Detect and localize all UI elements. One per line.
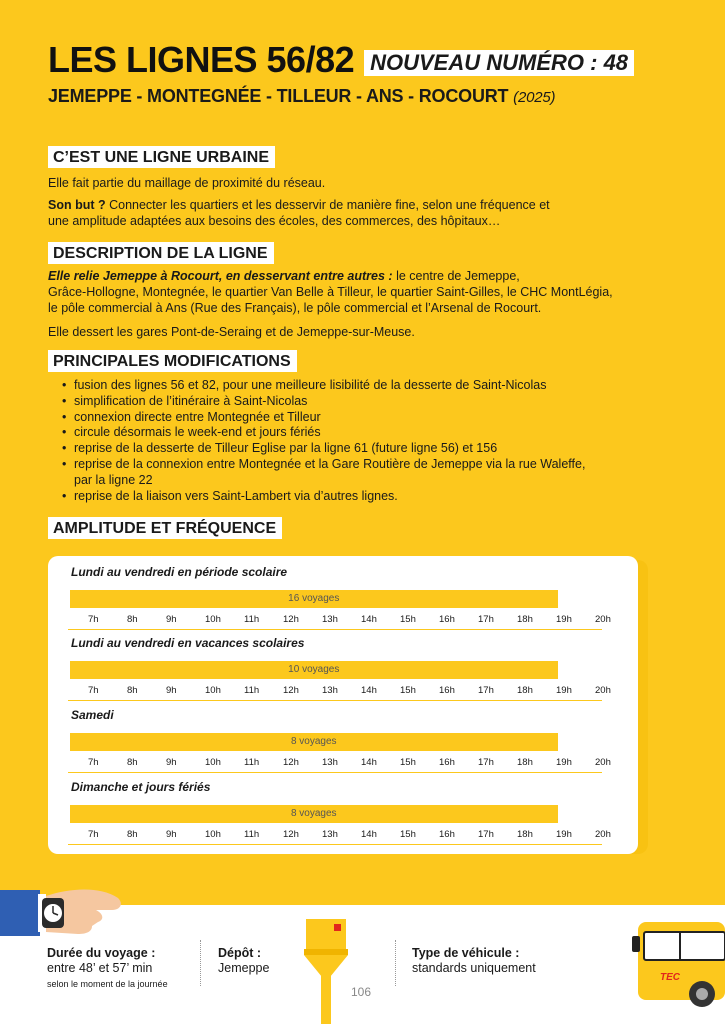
row-divider — [68, 629, 602, 630]
description-p1 — [48, 268, 668, 316]
hour-tick-label: 15h — [400, 829, 416, 840]
bus-logo: TEC — [660, 972, 680, 983]
section-title-amplitude: AMPLITUDE ET FRÉQUENCE — [48, 517, 282, 539]
description-line3: le pôle commercial à Ans (Rue des Français), le pôle commercial et l’Arsenal de Rocourt. — [48, 301, 542, 315]
hour-tick-label: 15h — [400, 614, 416, 625]
hour-tick-label: 20h — [595, 757, 611, 768]
section-title-modifications: PRINCIPALES MODIFICATIONS — [48, 350, 297, 372]
bus-icon — [630, 922, 725, 1010]
urbaine-p1: Elle fait partie du maillage de proximité du réseau. — [48, 176, 326, 190]
schedule-row-label: Samedi — [71, 708, 114, 722]
hour-tick-label: 12h — [283, 614, 299, 625]
schedule-bar: 16 voyages — [70, 590, 558, 608]
hour-tick-label: 12h — [283, 685, 299, 696]
schedule-bar: 8 voyages — [70, 805, 558, 823]
description-p2: Elle dessert les gares Pont-de-Seraing et de Jemeppe-sur-Meuse. — [48, 325, 415, 339]
duree-value: entre 48’ et 57’ min — [47, 961, 153, 975]
hour-tick-label: 7h — [88, 757, 99, 768]
row-divider — [68, 844, 602, 845]
hand-watch-icon — [0, 884, 125, 942]
hour-tick-label: 9h — [166, 685, 177, 696]
route-year: (2025) — [513, 89, 556, 106]
hour-tick-label: 16h — [439, 614, 455, 625]
hour-tick-label: 8h — [127, 829, 138, 840]
row-divider — [68, 700, 602, 701]
hour-tick-label: 17h — [478, 685, 494, 696]
hour-axis — [68, 685, 611, 699]
hour-tick-label: 9h — [166, 757, 177, 768]
modifications-list — [62, 378, 662, 504]
hour-tick-label: 15h — [400, 757, 416, 768]
hour-tick-label: 20h — [595, 829, 611, 840]
hour-tick-label: 14h — [361, 685, 377, 696]
hour-tick-label: 16h — [439, 757, 455, 768]
duree-note: selon le moment de la journée — [47, 979, 168, 989]
vehicule-label: Type de véhicule : — [412, 946, 520, 960]
title-row — [48, 39, 708, 80]
footer-divider — [200, 940, 201, 986]
depot-sign-icon — [300, 915, 352, 1024]
depot-label: Dépôt : — [218, 946, 262, 960]
hour-tick-label: 7h — [88, 685, 99, 696]
hour-tick-label: 11h — [244, 614, 260, 625]
hour-tick-label: 8h — [127, 757, 138, 768]
vehicule-value: standards uniquement — [412, 961, 536, 975]
row-divider — [68, 772, 602, 773]
footer-duree — [47, 946, 168, 992]
schedule-bar: 10 voyages — [70, 661, 558, 679]
hour-tick-label: 20h — [595, 614, 611, 625]
hour-tick-label: 14h — [361, 829, 377, 840]
list-item-text: reprise de la connexion entre Montegnée et la Gare Routière de Jemeppe via la rue Waleffe, — [74, 456, 586, 471]
hour-tick-label: 8h — [127, 685, 138, 696]
urbaine-p2-label: Son but ? — [48, 198, 106, 212]
hour-tick-label: 9h — [166, 829, 177, 840]
hour-tick-label: 7h — [88, 614, 99, 625]
list-item: • reprise de la liaison vers Saint-Lambert via d’autres lignes. — [62, 489, 662, 505]
hour-tick-label: 18h — [517, 614, 533, 625]
footer-divider — [395, 940, 396, 986]
header — [48, 39, 708, 107]
urbaine-p2 — [48, 197, 668, 229]
route-text: JEMEPPE - MONTEGNÉE - TILLEUR - ANS - ROCOURT — [48, 86, 509, 106]
page-title: LES LIGNES 56/82 — [48, 39, 355, 80]
hour-tick-label: 17h — [478, 614, 494, 625]
duree-label: Durée du voyage : — [47, 946, 156, 960]
schedule-panel — [48, 556, 638, 854]
list-item: • fusion des lignes 56 et 82, pour une meilleure lisibilité de la desserte de Saint-Nicolas — [62, 378, 662, 394]
list-item: • circule désormais le week-end et jours fériés — [62, 425, 662, 441]
schedule-row-label: Lundi au vendredi en période scolaire — [71, 565, 288, 579]
depot-value: Jemeppe — [218, 961, 270, 975]
hour-tick-label: 19h — [556, 614, 572, 625]
urbaine-p2-line1: Connecter les quartiers et les desservir de manière fine, selon une fréquence et — [105, 198, 550, 212]
section-title-urbaine: C’EST UNE LIGNE URBAINE — [48, 146, 275, 168]
hour-tick-label: 14h — [361, 614, 377, 625]
hour-tick-label: 10h — [205, 685, 221, 696]
list-item: • simplification de l’itinéraire à Saint-Nicolas — [62, 394, 662, 410]
hour-tick-label: 10h — [205, 757, 221, 768]
description-lead: Elle relie Jemeppe à Rocourt, en desservant entre autres : — [48, 269, 393, 283]
hour-tick-label: 17h — [478, 757, 494, 768]
hour-tick-label: 11h — [244, 757, 260, 768]
hour-axis — [68, 829, 611, 843]
hour-tick-label: 19h — [556, 757, 572, 768]
footer-vehicule — [412, 946, 536, 976]
schedule-bar: 8 voyages — [70, 733, 558, 751]
schedule-row-label: Dimanche et jours fériés — [71, 780, 211, 794]
list-item: • reprise de la desserte de Tilleur Eglise par la ligne 61 (future ligne 56) et 156 — [62, 441, 662, 457]
hour-tick-label: 16h — [439, 685, 455, 696]
hour-tick-label: 12h — [283, 757, 299, 768]
hour-tick-label: 18h — [517, 757, 533, 768]
hour-tick-label: 8h — [127, 614, 138, 625]
description-line1: le centre de Jemeppe, — [392, 269, 520, 283]
hour-tick-label: 9h — [166, 614, 177, 625]
hour-tick-label: 10h — [205, 614, 221, 625]
footer-depot — [218, 946, 269, 976]
urbaine-p2-line2: une amplitude adaptées aux besoins des écoles, des commerces, des hôpitaux… — [48, 214, 501, 228]
hour-tick-label: 14h — [361, 757, 377, 768]
list-item: • connexion directe entre Montegnée et Tilleur — [62, 410, 662, 426]
hour-tick-label: 15h — [400, 685, 416, 696]
hour-tick-label: 10h — [205, 829, 221, 840]
hour-tick-label: 11h — [244, 685, 260, 696]
hour-tick-label: 13h — [322, 829, 338, 840]
hour-tick-label: 13h — [322, 685, 338, 696]
hour-tick-label: 18h — [517, 829, 533, 840]
hour-tick-label: 12h — [283, 829, 299, 840]
hour-tick-label: 19h — [556, 685, 572, 696]
list-item-cont: par la ligne 22 — [74, 472, 153, 487]
hour-axis — [68, 614, 611, 628]
new-number-badge: NOUVEAU NUMÉRO : 48 — [364, 50, 634, 76]
hour-axis — [68, 757, 611, 771]
hour-tick-label: 11h — [244, 829, 260, 840]
hour-tick-label: 18h — [517, 685, 533, 696]
hour-tick-label: 16h — [439, 829, 455, 840]
list-item — [62, 457, 662, 489]
hour-tick-label: 19h — [556, 829, 572, 840]
hour-tick-label: 13h — [322, 757, 338, 768]
hour-tick-label: 20h — [595, 685, 611, 696]
description-line2: Grâce-Hollogne, Montegnée, le quartier Van Belle à Tilleur, le quartier Saint-Gilles, le CHC MontLégia, — [48, 285, 613, 299]
route-subtitle — [48, 86, 708, 107]
section-title-description: DESCRIPTION DE LA LIGNE — [48, 242, 274, 264]
hour-tick-label: 17h — [478, 829, 494, 840]
schedule-row-label: Lundi au vendredi en vacances scolaires — [71, 636, 305, 650]
hour-tick-label: 13h — [322, 614, 338, 625]
page-number: 106 — [351, 985, 372, 999]
hour-tick-label: 7h — [88, 829, 99, 840]
